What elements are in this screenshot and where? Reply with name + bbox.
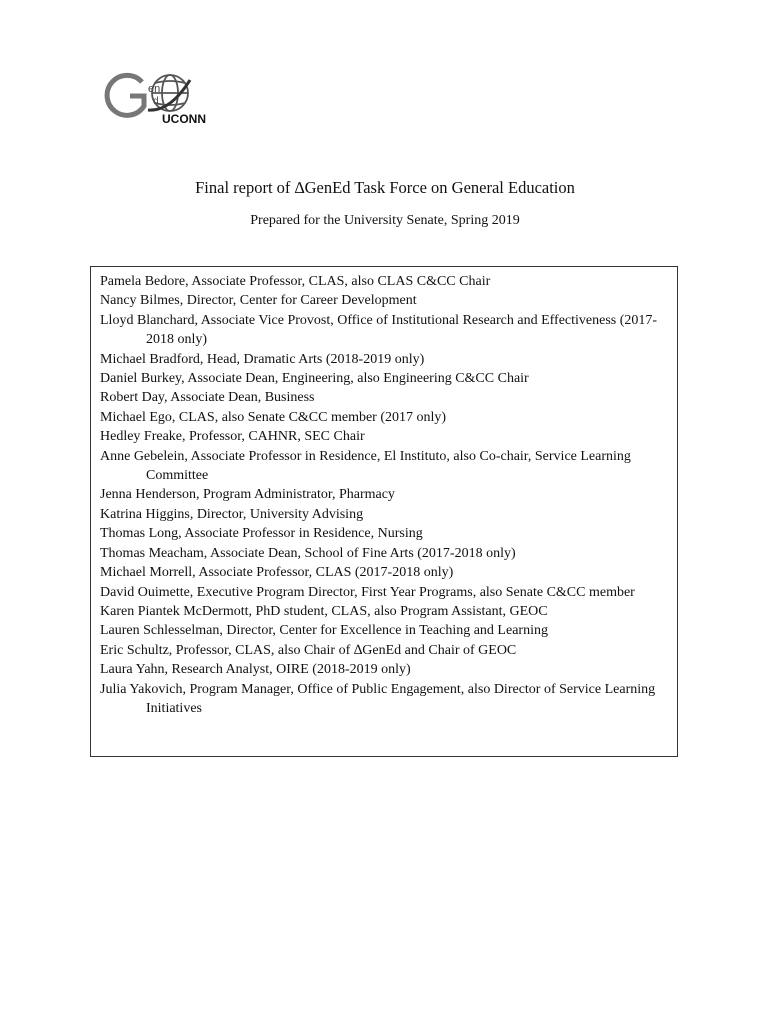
member-entry: Hedley Freake, Professor, CAHNR, SEC Chair bbox=[100, 429, 365, 445]
svg-text:d: d bbox=[153, 96, 159, 107]
member-entry: David Ouimette, Executive Program Director, First Year Programs, also Senate C&CC member bbox=[100, 584, 635, 600]
member-entry: Michael Morrell, Associate Professor, CLAS (2017-2018 only) bbox=[100, 565, 454, 581]
member-entry: Lloyd Blanchard, Associate Vice Provost, Office of Institutional Research and Effectiveness (2017-2018 only) bbox=[100, 312, 658, 348]
member-entry: Pamela Bedore, Associate Professor, CLAS, also CLAS C&CC Chair bbox=[100, 274, 491, 289]
member-entry: Eric Schultz, Professor, CLAS, also Chair of ∆GenEd and Chair of GEOC bbox=[100, 642, 517, 658]
member-entry: Julia Yakovich, Program Manager, Office of Public Engagement, also Director of Service Learning Initiatives bbox=[100, 681, 656, 716]
member-entry: Nancy Bilmes, Director, Center for Career Development bbox=[100, 293, 417, 309]
member-entry: Robert Day, Associate Dean, Business bbox=[100, 390, 315, 406]
member-entry: Thomas Meacham, Associate Dean, School of Fine Arts (2017-2018 only) bbox=[100, 545, 516, 561]
member-entry: Thomas Long, Associate Professor in Residence, Nursing bbox=[100, 526, 423, 542]
member-entry: Michael Ego, CLAS, also Senate C&CC member (2017 only) bbox=[100, 409, 447, 425]
member-entry: Karen Piantek McDermott, PhD student, CLAS, also Program Assistant, GEOC bbox=[100, 603, 548, 619]
svg-text:en: en bbox=[148, 83, 161, 95]
report-title: Final report of ∆GenEd Task Force on General Education bbox=[195, 178, 575, 197]
report-subtitle: Prepared for the University Senate, Spring 2019 bbox=[250, 213, 520, 228]
member-entry: Katrina Higgins, Director, University Advising bbox=[100, 506, 364, 522]
svg-text:UCONN: UCONN bbox=[162, 112, 206, 126]
gened-uconn-logo bbox=[100, 66, 230, 128]
member-entry: Daniel Burkey, Associate Dean, Engineering, also Engineering C&CC Chair bbox=[100, 371, 529, 387]
member-entry: Lauren Schlesselman, Director, Center for Excellence in Teaching and Learning bbox=[100, 623, 548, 639]
task-force-members-box bbox=[90, 266, 678, 757]
member-entry: Michael Bradford, Head, Dramatic Arts (2018-2019 only) bbox=[100, 351, 425, 367]
member-entry: Jenna Henderson, Program Administrator, Pharmacy bbox=[100, 487, 395, 503]
member-entry: Laura Yahn, Research Analyst, OIRE (2018-2019 only) bbox=[100, 662, 411, 678]
member-entry: Anne Gebelein, Associate Professor in Residence, El Instituto, also Co-chair, Service Learning Committee bbox=[100, 448, 631, 484]
